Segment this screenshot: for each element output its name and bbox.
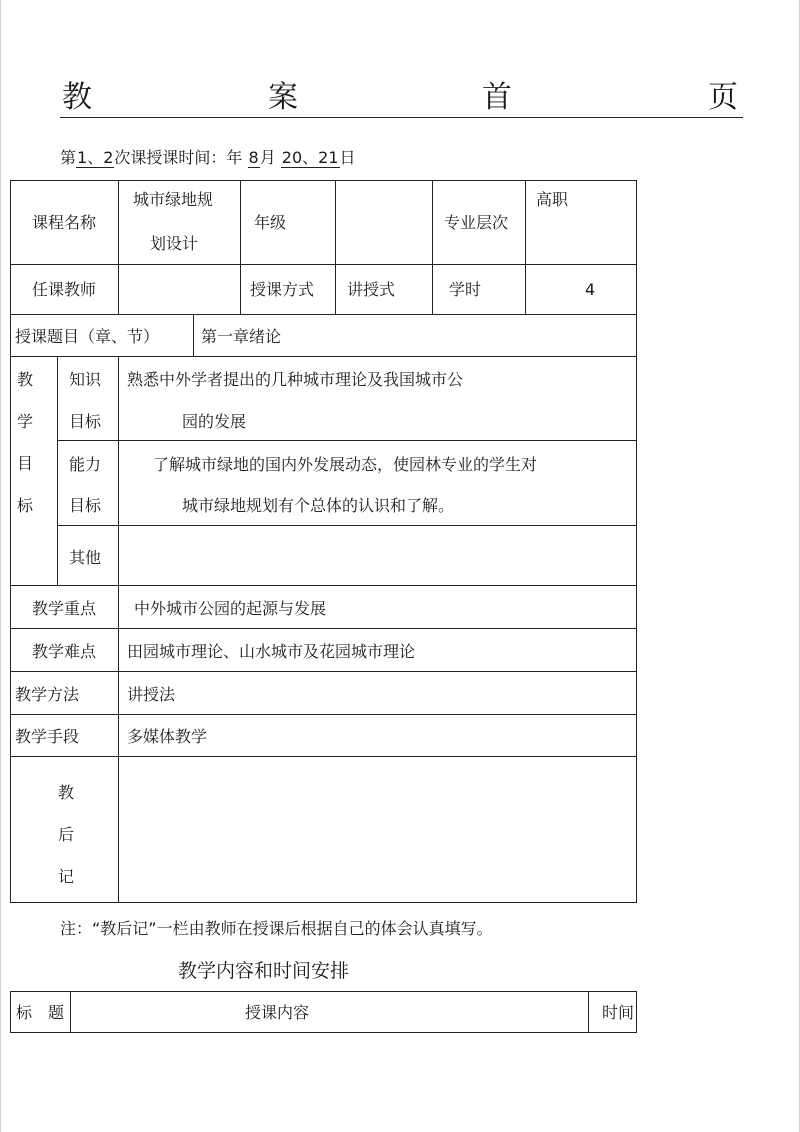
objectives-label-char: 目 [17, 454, 34, 473]
table-line [10, 991, 11, 1033]
knowledge-label-line1: 知识 [69, 370, 102, 389]
table-line [10, 314, 637, 315]
key-points-label: 教学重点 [32, 599, 97, 618]
session-day-unit: 日 [339, 148, 356, 167]
table-line [57, 440, 637, 441]
table-line [57, 356, 58, 585]
table-line [118, 585, 119, 902]
session-mid: 次课授课时间：年 [114, 148, 243, 167]
table-line [10, 264, 637, 265]
reflection-label-char: 后 [58, 825, 75, 844]
knowledge-text-line1: 熟悉中外学者提出的几种城市理论及我国城市公 [127, 370, 464, 389]
table-line [10, 1032, 637, 1033]
title-underline [60, 117, 743, 118]
teaching-approach-label: 教学方法 [15, 685, 80, 704]
session-prefix: 第 [60, 148, 77, 167]
session-month-unit: 月 [259, 148, 276, 167]
knowledge-label-line2: 目标 [69, 412, 102, 431]
table-line [10, 714, 637, 715]
session-month: 8 [248, 148, 259, 167]
topic-value: 第一章绪论 [201, 327, 282, 346]
table-line [118, 180, 119, 314]
table-line [335, 180, 336, 314]
objectives-label-char: 学 [17, 412, 34, 431]
reflection-label-char: 记 [58, 867, 75, 886]
major-level-label: 专业层次 [444, 213, 509, 232]
session-numbers: 1、2 [77, 148, 114, 167]
title-char-1: 教 [62, 80, 92, 115]
ability-text-line2: 城市绿地规划有个总体的认识和了解。 [182, 496, 455, 515]
table-line [10, 756, 637, 757]
teacher-label: 任课教师 [32, 280, 97, 299]
table-line [10, 991, 637, 992]
course-name-line2: 划设计 [150, 234, 199, 253]
table-line [10, 356, 637, 357]
teaching-method-value: 讲授式 [347, 280, 396, 299]
table-line [432, 180, 433, 314]
course-name-line1: 城市绿地规 [133, 190, 214, 209]
table-line [240, 180, 241, 314]
table-line [636, 991, 637, 1033]
title-char-4: 页 [708, 80, 738, 115]
table-line [10, 180, 637, 181]
table-border-left [10, 180, 11, 902]
table-line [118, 356, 119, 585]
teaching-method-label: 授课方式 [250, 280, 315, 299]
ability-label-line2: 目标 [69, 496, 102, 515]
difficulties-label: 教学难点 [32, 642, 97, 661]
table-line [588, 991, 589, 1033]
class-hours-value: 4 [585, 280, 596, 299]
difficulties-value: 田园城市理论、山水城市及花园城市理论 [127, 642, 416, 661]
schedule-col-title: 标 题 [16, 1003, 65, 1022]
key-points-value: 中外城市公园的起源与发展 [134, 599, 327, 618]
session-line [60, 148, 356, 168]
table-line [70, 991, 71, 1033]
teaching-means-label: 教学手段 [15, 727, 80, 746]
title-char-2: 案 [268, 80, 298, 115]
schedule-col-content: 授课内容 [245, 1003, 310, 1022]
table-border-right [636, 180, 637, 902]
teaching-approach-value: 讲授法 [127, 685, 176, 704]
grade-label: 年级 [254, 213, 287, 232]
footnote: 注：“教后记”一栏由教师在授课后根据自己的体会认真填写。 [60, 919, 493, 938]
table-line [10, 628, 637, 629]
ability-label-line1: 能力 [69, 455, 102, 474]
other-objectives-label: 其他 [69, 548, 102, 567]
reflection-label-char: 教 [58, 783, 75, 802]
major-level-value: 高职 [536, 190, 569, 209]
table-line [193, 314, 194, 356]
schedule-col-time: 时间 [602, 1003, 635, 1022]
table-line [10, 585, 637, 586]
title-char-3: 首 [482, 80, 512, 115]
class-hours-label: 学时 [449, 280, 482, 299]
objectives-label-char: 标 [17, 496, 34, 515]
table-line [10, 902, 637, 903]
topic-label: 授课题目（章、节） [15, 327, 160, 346]
knowledge-text-line2: 园的发展 [182, 412, 247, 431]
page-left-edge [0, 0, 1, 1132]
ability-text-line1: 了解城市绿地的国内外发展动态，使园林专业的学生对 [153, 455, 538, 474]
session-days: 20、21 [281, 148, 339, 167]
schedule-heading: 教学内容和时间安排 [178, 960, 350, 982]
objectives-label-char: 教 [17, 370, 34, 389]
table-line [525, 180, 526, 314]
table-line [10, 671, 637, 672]
teaching-means-value: 多媒体教学 [127, 727, 208, 746]
course-name-label: 课程名称 [32, 213, 97, 232]
table-line [57, 525, 637, 526]
